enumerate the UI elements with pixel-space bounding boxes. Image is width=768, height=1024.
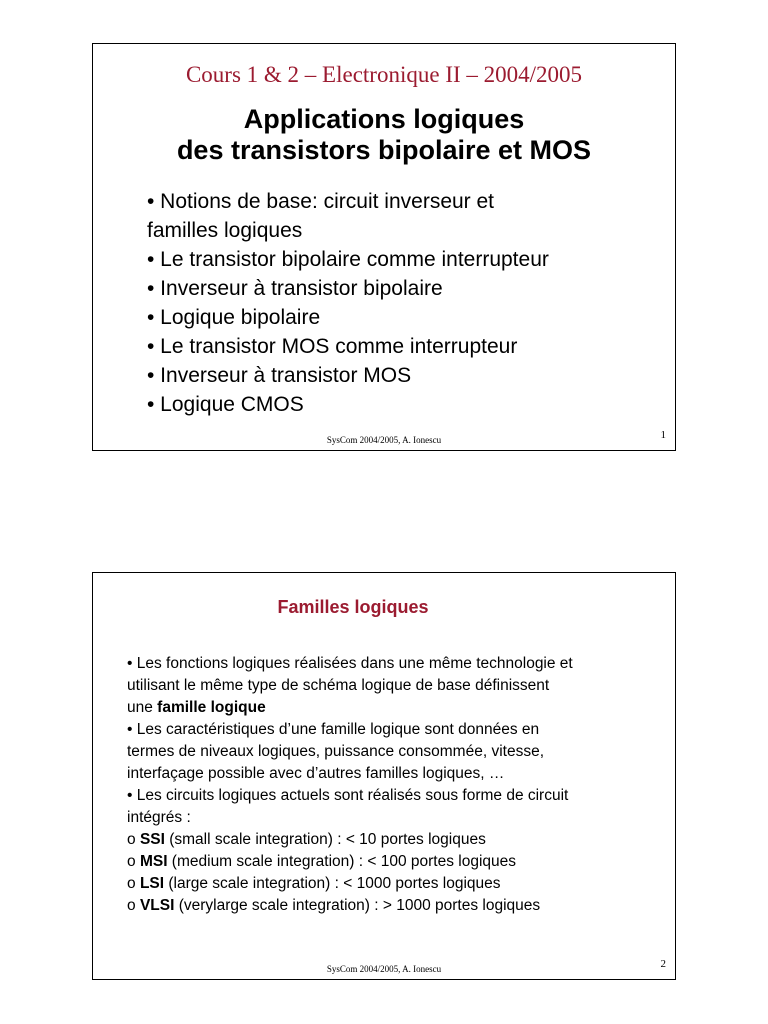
item-abbr: MSI bbox=[139, 853, 168, 870]
topic-list bbox=[147, 187, 667, 419]
item-marker: o bbox=[127, 853, 140, 870]
item-text: (medium scale integration) : < 100 portes logiques bbox=[167, 853, 517, 870]
body-line: • Les caractéristiques d’une famille logique sont données en bbox=[127, 721, 540, 738]
topic-item: • Inverseur à transistor MOS bbox=[147, 364, 412, 387]
slide-footer: SysCom 2004/2005, A. Ionescu bbox=[326, 435, 442, 445]
slide-footer: SysCom 2004/2005, A. Ionescu bbox=[326, 964, 442, 974]
topic-item: • Notions de base: circuit inverseur et bbox=[147, 190, 495, 213]
topic-item: • Logique bipolaire bbox=[147, 306, 321, 329]
page-number: 1 bbox=[660, 429, 666, 441]
item-marker: o bbox=[127, 897, 140, 914]
topic-item: • Inverseur à transistor bipolaire bbox=[147, 277, 443, 300]
slide-body bbox=[127, 653, 657, 917]
item-marker: o bbox=[127, 875, 140, 892]
slide-title bbox=[93, 104, 675, 166]
topic-item: • Logique CMOS bbox=[147, 393, 304, 416]
page-number: 2 bbox=[660, 958, 666, 970]
topic-item: • Le transistor bipolaire comme interrupteur bbox=[147, 248, 549, 271]
body-line: • Les circuits logiques actuels sont réalisés sous forme de circuit bbox=[127, 787, 569, 804]
integration-item bbox=[127, 851, 657, 873]
item-abbr: LSI bbox=[139, 875, 165, 892]
slide-title: Familles logiques bbox=[277, 597, 429, 617]
slide-2 bbox=[92, 572, 676, 980]
body-line: • Les fonctions logiques réalisées dans une même technologie et bbox=[127, 655, 573, 672]
item-text: (large scale integration) : < 1000 portes logiques bbox=[164, 875, 501, 892]
body-line: utilisant le même type de schéma logique de base définissent bbox=[127, 677, 550, 694]
course-heading: Cours 1 & 2 – Electronique II – 2004/2005 bbox=[185, 62, 583, 87]
integration-item bbox=[127, 829, 657, 851]
item-abbr: VLSI bbox=[139, 897, 175, 914]
topic-item: familles logiques bbox=[147, 219, 303, 242]
item-abbr: SSI bbox=[139, 831, 165, 848]
item-text: (small scale integration) : < 10 portes logiques bbox=[164, 831, 486, 848]
body-line: interfaçage possible avec d’autres familles logiques, … bbox=[127, 765, 505, 782]
integration-item bbox=[127, 895, 657, 917]
slide-1 bbox=[92, 43, 676, 451]
slide-title-line-2: des transistors bipolaire et MOS bbox=[176, 135, 592, 165]
body-line: intégrés : bbox=[127, 809, 191, 826]
integration-item bbox=[127, 873, 657, 895]
item-marker: o bbox=[127, 831, 140, 848]
bold-term: famille logique bbox=[157, 699, 266, 716]
slide-title-line-1: Applications logiques bbox=[243, 104, 525, 134]
body-line: termes de niveaux logiques, puissance consommée, vitesse, bbox=[127, 743, 544, 760]
item-text: (verylarge scale integration) : > 1000 portes logiques bbox=[174, 897, 541, 914]
topic-item: • Le transistor MOS comme interrupteur bbox=[147, 335, 518, 358]
body-text: une bbox=[127, 699, 158, 716]
body-line bbox=[127, 697, 657, 719]
